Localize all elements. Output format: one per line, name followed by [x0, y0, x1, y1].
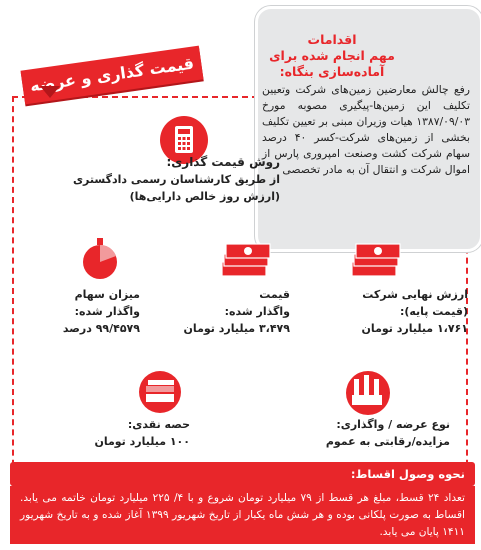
- offer-type-item: نوع عرضه / واگذاری: مزایده/رقابتی به عموم: [325, 418, 450, 448]
- pricing-ribbon: قیمت گذاری و عرضه: [21, 46, 204, 105]
- pie-chart-icon: [76, 234, 124, 282]
- pricing-method: روش قیمت گذاری: از طریق کارشناسان رسمی دادگستری (ارزش روز خالص دارایی‌ها): [72, 155, 280, 203]
- money-stack-icon: [218, 240, 274, 280]
- money-bills-icon: [132, 370, 188, 414]
- callout-title: اقدامات مهم انجام شده برای آماده‌سازی بنگاه:: [269, 32, 395, 79]
- callout-text: رفع چالش معارضین زمین‌های شرکت وتعیین تکلیف این زمین‌ها-پیگیری مصوبه مورخ ۱۳۸۷/۰۹/۰۳ هیات وزیران مبنی بر تعیین تکلیف بخشی از زمین‌های شرکت-کسر ۴۰ درصد سهام شرکت کشت وصنعت امپروری پارس از اموال شرکت و انتقال آن به مادر تخصصی: [262, 83, 470, 176]
- money-stack-icon-2: [348, 240, 404, 280]
- price-item: قیمت واگذار شده: ۳،۴۷۹ میلیارد تومان: [183, 288, 290, 335]
- protest-hands-icon: [340, 365, 396, 421]
- cash-share-item: حصه نقدی: ۱۰۰ میلیارد تومان: [94, 418, 190, 448]
- installments-title: نحوه وصول اقساط:: [10, 462, 475, 486]
- ribbon-tail: [40, 86, 60, 98]
- shares-item: میزان سهام واگذار شده: ۹۹/۴۵۷۹ درصد: [62, 288, 140, 335]
- final-value-item: ارزش نهایی شرکت (قیمت پایه): ۱،۷۶۱ میلیارد تومان: [361, 288, 468, 335]
- installments-text: تعداد ۲۴ قسط، مبلغ هر قسط از ۷۹ میلیارد تومان شروع و با ۴/ ۲۲۵ میلیارد تومان خاتمه می یابد. اقساط به صورت پلکانی بوده و هر شش ماه یکبار از تاریخ شهریور ۱۳۹۹ آغاز شده و به تاریخ شهریور ۱۴۱۱ پایان می یابد.: [10, 486, 475, 544]
